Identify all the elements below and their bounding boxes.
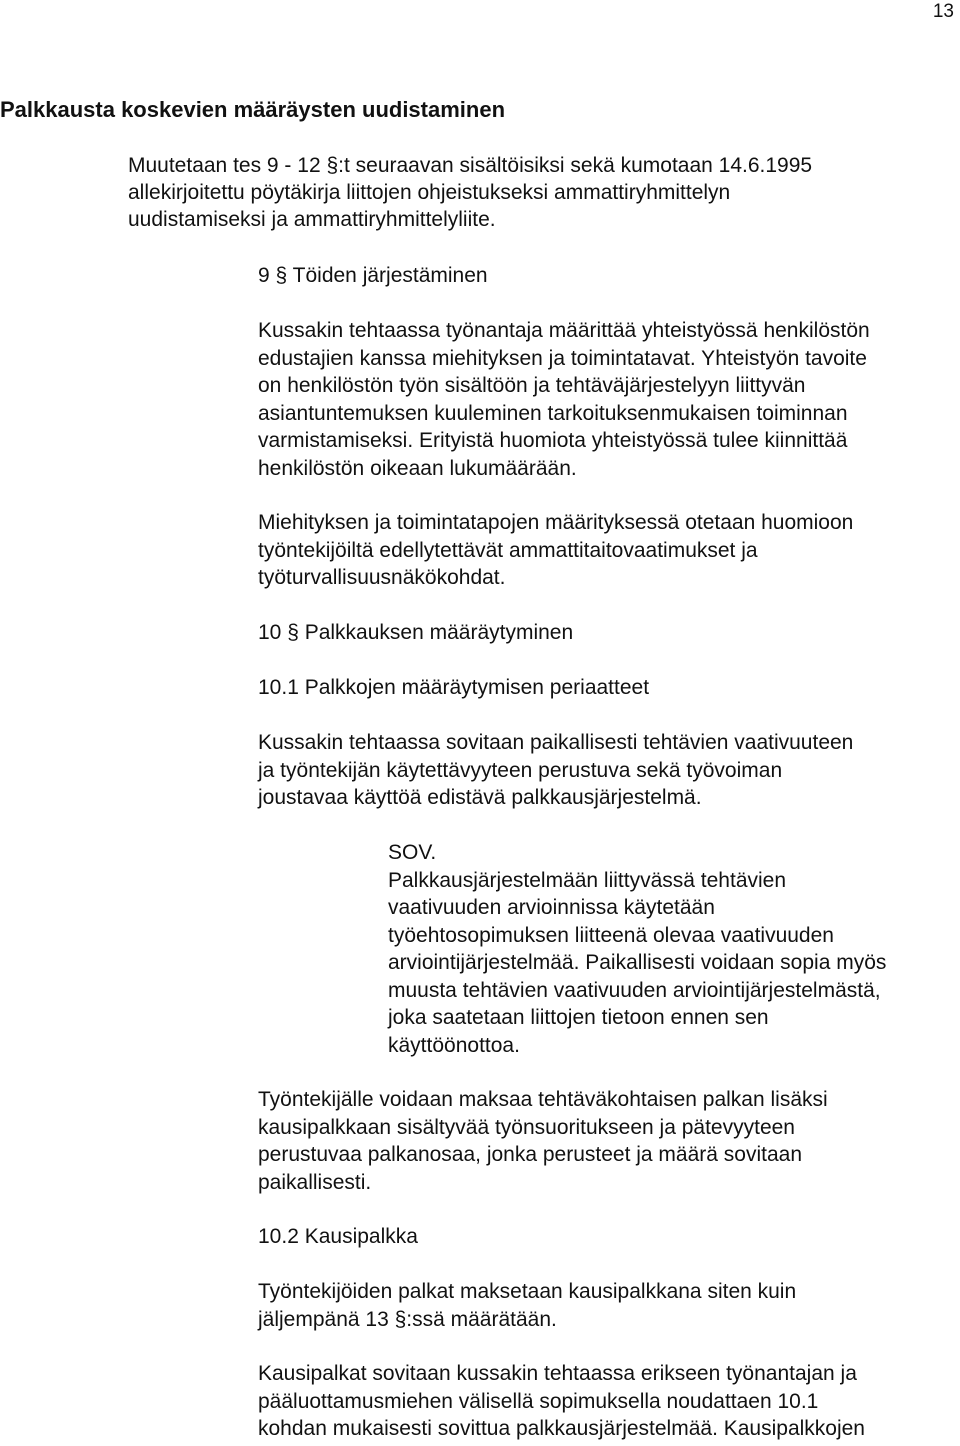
paragraph-line: työturvallisuusnäkökohdat. — [258, 566, 506, 589]
sov-note — [388, 839, 886, 1059]
paragraph-line: Kussakin tehtaassa työnantaja määrittää yhteistyössä henkilöstön — [258, 319, 870, 342]
paragraph-line: työntekijöiltä edellytettävät ammattitaitovaatimukset ja — [258, 538, 758, 562]
subsection-10-2-paragraph — [258, 1360, 865, 1443]
sov-line: työehtosopimuksen liitteenä olevaa vaativuuden — [388, 923, 834, 947]
sov-line: käyttöönottoa. — [388, 1033, 520, 1057]
subsection-10-2-title — [258, 1223, 418, 1251]
paragraph-line: kohdan mukaisesti sovittua palkkausjärjestelmää. Kausipalkkojen — [258, 1417, 865, 1440]
paragraph-line: jäljempänä 13 §:ssä määrätään. — [258, 1307, 557, 1331]
paragraph-line: Työntekijöiden palkat maksetaan kausipalkkana siten kuin — [258, 1280, 797, 1303]
sov-line: muusta tehtävien vaativuuden arviointijärjestelmästä, — [388, 978, 881, 1002]
paragraph-line: perustuvaa palkanosaa, jonka perusteet ja määrä sovitaan — [258, 1143, 803, 1166]
paragraph-line: paikallisesti. — [258, 1170, 372, 1194]
subsection-10-1-title — [258, 674, 649, 702]
section-9-paragraph — [258, 509, 853, 592]
paragraph-line: kausipalkkaan sisältyvää työnsuoritukseen ja pätevyyteen — [258, 1115, 795, 1139]
sov-line: joka saatetaan liittojen tietoon ennen sen — [388, 1006, 769, 1029]
intro-line: allekirjoitettu pöytäkirja liittojen ohjeistukseksi ammattiryhmittelyn — [128, 181, 731, 204]
subsection-10-1-paragraph — [258, 729, 853, 812]
subsection-10-2-paragraph — [258, 1278, 796, 1333]
paragraph-line: Kussakin tehtaassa sovitaan paikallisesti tehtävien vaativuuteen — [258, 731, 854, 754]
intro-line: Muutetaan tes 9 - 12 §:t seuraavan sisältöisiksi sekä kumotaan 14.6.1995 — [128, 154, 813, 177]
intro-paragraph — [128, 152, 812, 233]
paragraph-line: edustajien kanssa miehityksen ja toimintatavat. Yhteistyön tavoite — [258, 346, 867, 370]
document-heading: Palkkausta koskevien määräysten uudistaminen — [0, 97, 506, 122]
paragraph-line: varmistamiseksi. Erityistä huomiota yhteistyössä tulee kiinnittää — [258, 429, 848, 452]
sov-line: Palkkausjärjestelmään liittyvässä tehtävien — [388, 868, 787, 892]
paragraph-line: Kausipalkat sovitaan kussakin tehtaassa erikseen työnantajan ja — [258, 1362, 857, 1385]
section-9-paragraph — [258, 317, 870, 482]
section-10-title-text: 10 § Palkkauksen määräytyminen — [258, 621, 574, 644]
section-9-title — [258, 262, 488, 290]
page-number: 13 — [932, 1, 954, 22]
paragraph-line: Työntekijälle voidaan maksaa tehtäväkohtaisen palkan lisäksi — [258, 1088, 828, 1111]
subsection-10-1-paragraph — [258, 1086, 828, 1196]
sov-line: vaativuuden arvioinnissa käytetään — [388, 896, 715, 919]
paragraph-line: on henkilöstön työn sisältöön ja tehtäväjärjestelyyn liittyvän — [258, 374, 806, 397]
sov-line: arviointijärjestelmää. Paikallisesti voidaan sopia myös — [388, 951, 887, 974]
intro-line: uudistamiseksi ja ammattiryhmittelyliite. — [128, 208, 496, 231]
paragraph-line: pääluottamusmiehen välisellä sopimuksella noudattaen 10.1 — [258, 1389, 819, 1413]
paragraph-line: henkilöstön oikeaan lukumäärään. — [258, 456, 577, 480]
sov-line: SOV. — [388, 841, 437, 864]
section-10-title — [258, 619, 573, 647]
paragraph-line: asiantuntemuksen kuuleminen tarkoituksenmukaisen toiminnan — [258, 401, 848, 425]
paragraph-line: joustavaa käyttöä edistävä palkkausjärjestelmä. — [258, 786, 702, 809]
subsection-10-2-title-text: 10.2 Kausipalkka — [258, 1225, 418, 1248]
subsection-10-1-title-text: 10.1 Palkkojen määräytymisen periaatteet — [258, 676, 650, 699]
paragraph-line: ja työntekijän käytettävyyteen perustuva sekä työvoiman — [258, 758, 783, 782]
section-9-title-text: 9 § Töiden järjestäminen — [258, 264, 488, 287]
paragraph-line: Miehityksen ja toimintatapojen määrityksessä otetaan huomioon — [258, 511, 854, 534]
